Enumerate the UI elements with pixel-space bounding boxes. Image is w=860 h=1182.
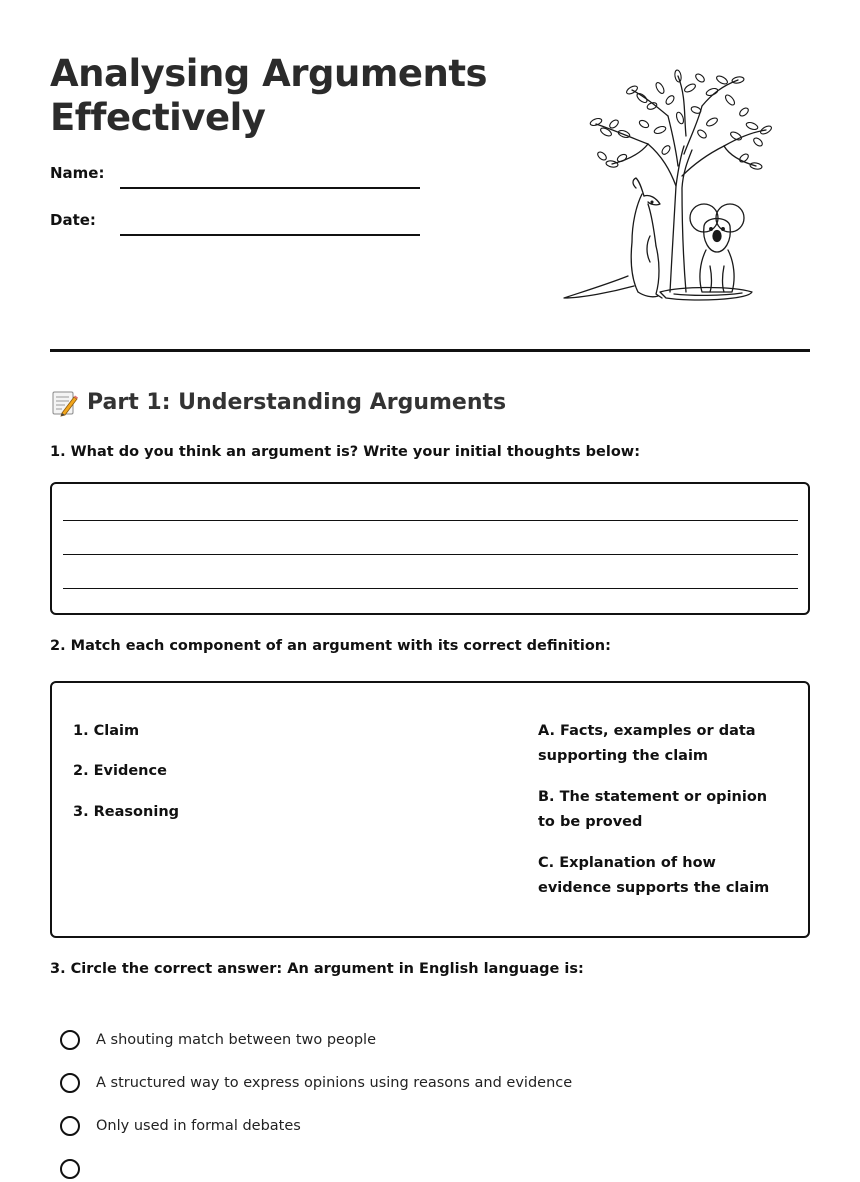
answer-line[interactable] xyxy=(63,554,798,555)
option-label: A shouting match between two people xyxy=(96,1032,377,1048)
name-field[interactable] xyxy=(50,160,420,190)
part1-heading-text: Part 1: Understanding Arguments xyxy=(87,390,507,415)
worksheet-title xyxy=(50,52,510,140)
question-1-answer-box[interactable] xyxy=(50,482,810,615)
radio-circle[interactable] xyxy=(60,1030,80,1050)
name-input-line[interactable] xyxy=(120,187,420,189)
memo-icon xyxy=(50,389,78,417)
date-label: Date: xyxy=(50,211,96,229)
question-2: 2. Match each component of an argument with its correct definition: xyxy=(50,638,611,654)
term-reasoning[interactable]: 3. Reasoning xyxy=(73,804,180,820)
date-input-line[interactable] xyxy=(120,234,420,236)
answer-option[interactable] xyxy=(60,1156,96,1182)
answer-option[interactable] xyxy=(60,1070,572,1096)
date-field[interactable] xyxy=(50,207,420,237)
answer-line[interactable] xyxy=(63,520,798,521)
matching-box xyxy=(50,681,810,938)
term-claim[interactable]: 1. Claim xyxy=(73,723,140,739)
header-divider xyxy=(50,349,810,352)
radio-circle[interactable] xyxy=(60,1159,80,1179)
option-label: A structured way to express opinions using reasons and evidence xyxy=(96,1075,573,1091)
option-label: Only used in formal debates xyxy=(96,1118,301,1134)
question-3: 3. Circle the correct answer: An argument in English language is: xyxy=(50,961,584,977)
answer-line[interactable] xyxy=(63,588,798,589)
title-line-1: Analysing Arguments xyxy=(50,52,488,95)
definition-b[interactable]: B. The statement or opinion to be proved xyxy=(538,789,768,830)
answer-option[interactable] xyxy=(60,1113,301,1139)
name-label: Name: xyxy=(50,164,105,182)
radio-circle[interactable] xyxy=(60,1073,80,1093)
definition-c[interactable]: C. Explanation of how evidence supports the claim xyxy=(538,855,770,896)
radio-circle[interactable] xyxy=(60,1116,80,1136)
part1-heading xyxy=(50,386,506,420)
term-evidence[interactable]: 2. Evidence xyxy=(73,763,167,779)
definition-a[interactable]: A. Facts, examples or data supporting the claim xyxy=(538,723,756,764)
question-1: 1. What do you think an argument is? Write your initial thoughts below: xyxy=(50,444,641,460)
title-line-2: Effectively xyxy=(50,96,266,139)
answer-option[interactable] xyxy=(60,1027,376,1053)
tree-kangaroo-koala-illustration xyxy=(552,66,774,316)
